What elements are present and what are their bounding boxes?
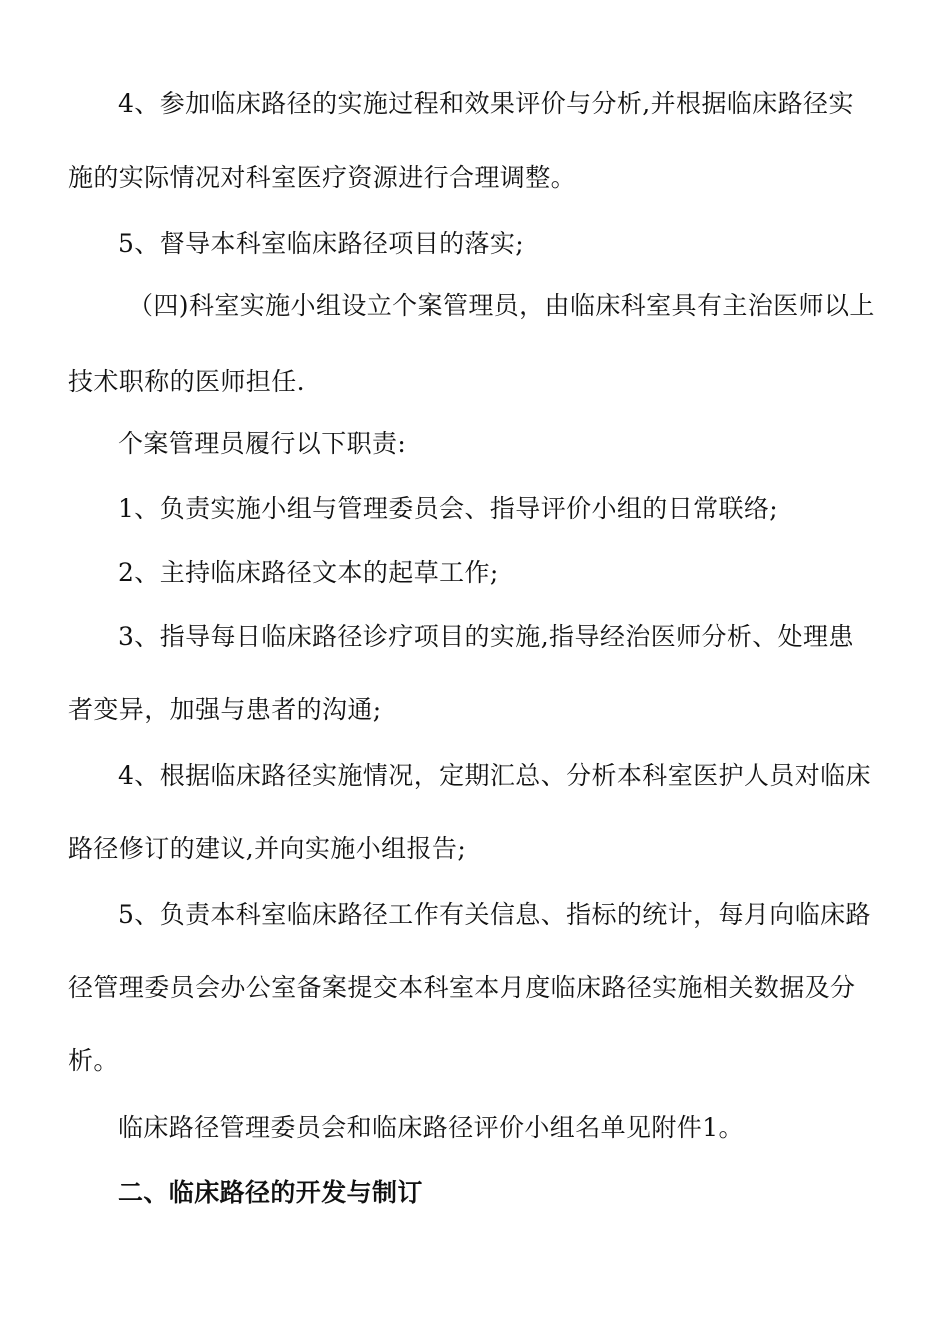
list-item: 2、主持临床路径文本的起草工作; [118, 558, 499, 587]
paragraph-line: 径管理委员会办公室备案提交本科室本月度临床路径实施相关数据及分 [68, 973, 856, 1002]
list-item: 3、指导每日临床路径诊疗项目的实施,指导经治医师分析、处理患 [118, 622, 854, 651]
paragraph-line: 者变异，加强与患者的沟通; [68, 695, 382, 724]
paragraph-line: 个案管理员履行以下职责: [118, 429, 407, 458]
paragraph-line: 析。 [68, 1046, 119, 1075]
paragraph-line: 施的实际情况对科室医疗资源进行合理调整。 [68, 163, 577, 192]
paragraph-line: 5、督导本科室临床路径项目的落实; [118, 229, 525, 258]
list-item: 4、根据临床路径实施情况，定期汇总、分析本科室医护人员对临床 [118, 761, 871, 790]
paragraph-line: 技术职称的医师担任. [68, 367, 305, 396]
paragraph-line: 路径修订的建议,并向实施小组报告; [68, 834, 467, 863]
list-item: 5、负责本科室临床路径工作有关信息、指标的统计，每月向临床路 [118, 900, 871, 929]
section-heading: 二、临床路径的开发与制订 [118, 1178, 423, 1207]
paragraph-line: 4、参加临床路径的实施过程和效果评价与分析,并根据临床路径实 [118, 89, 854, 118]
paragraph-line: （四)科室实施小组设立个案管理员，由临床科室具有主治医师以上 [128, 291, 875, 320]
list-item: 1、负责实施小组与管理委员会、指导评价小组的日常联络; [118, 494, 779, 523]
paragraph-line: 临床路径管理委员会和临床路径评价小组名单见附件1。 [118, 1113, 744, 1142]
